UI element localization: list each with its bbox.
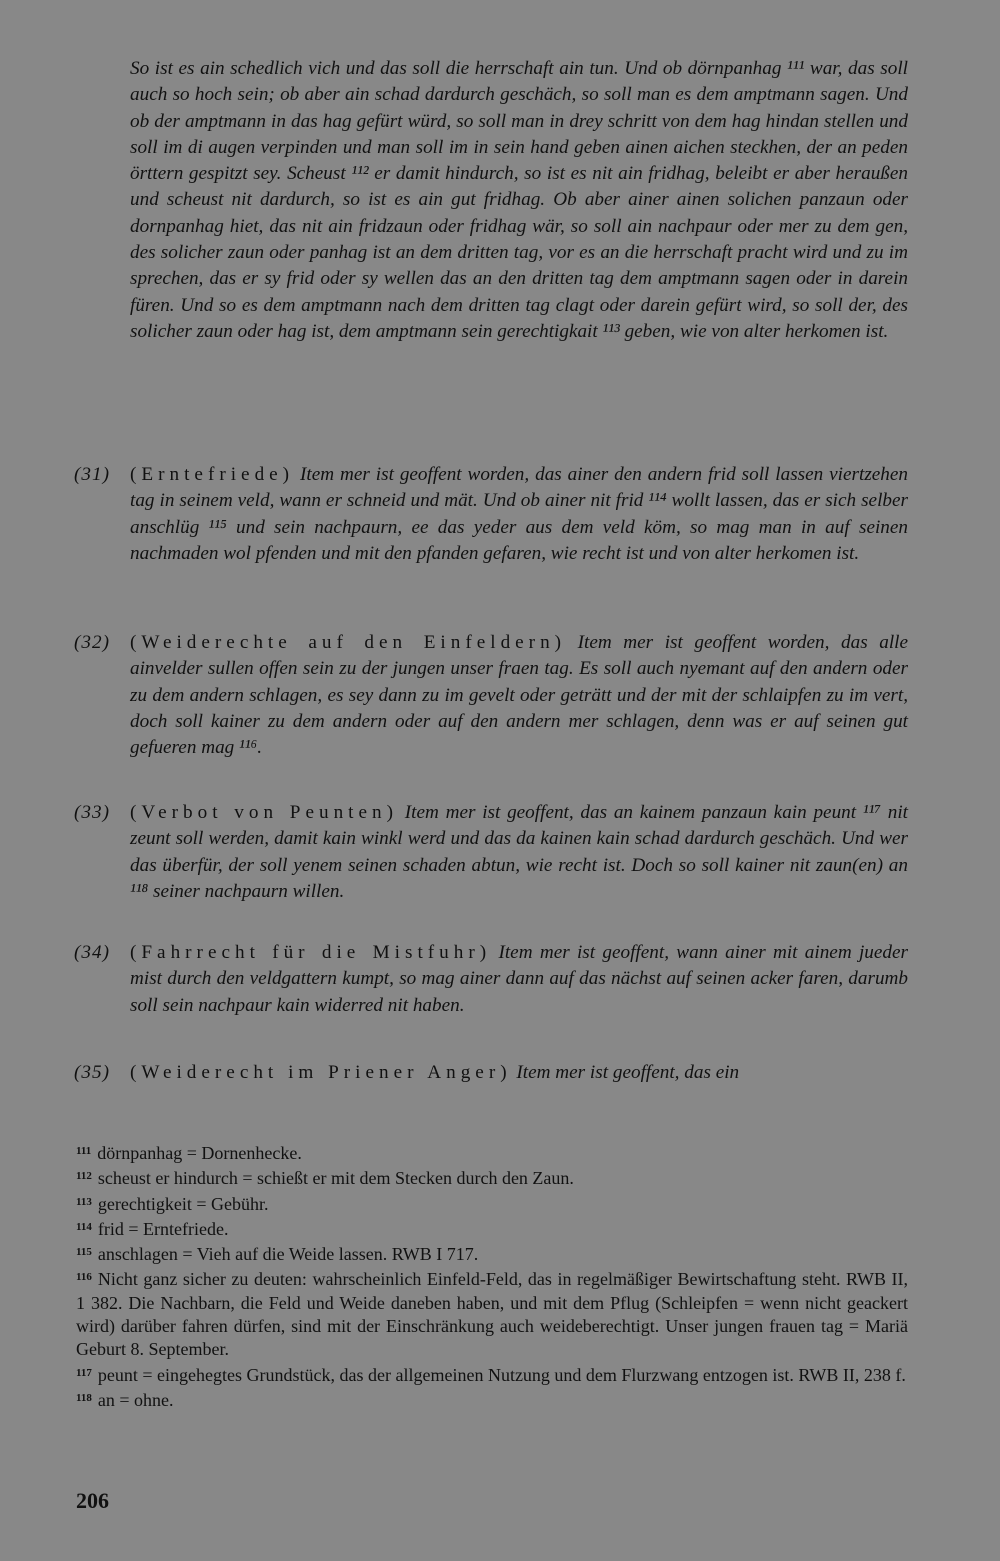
footnote-text: gerechtigkeit = Gebühr. — [97, 1193, 269, 1214]
section-text: Item mer ist geoffent, wann ainer mit ainem jueder mist durch den veldgattern kumpt, so mag ainer dann auf das nächst auf seinen acker faren, darumb soll sein nachpaur kain widerred nit haben. — [130, 942, 908, 1016]
footnote-text: an = ohne. — [97, 1389, 174, 1410]
footnote — [76, 1140, 908, 1165]
footnotes — [76, 1140, 908, 1412]
footnote-text: frid = Erntefriede. — [97, 1218, 229, 1239]
footnote — [76, 1266, 908, 1361]
footnote-text: anschlagen = Vieh auf die Weide lassen. RWB I 717. — [97, 1244, 479, 1265]
section-text: Item mer ist geoffent, das an kainem panzaun kain peunt ¹¹⁷ nit zeunt soll werden, damit kain winkl werd und das da kainen kain schad dardurch geschäch. Und wer das überfür, der soll yenem seinen schaden abtun, wie recht ist. Doch so soll kainer nit zaun(en) an ¹¹⁸ seiner nachpaurn willen. — [130, 802, 909, 902]
section-number: (35) — [74, 1062, 110, 1083]
footnote — [76, 1216, 908, 1241]
section-number: (32) — [74, 632, 110, 653]
footnote-number: 112 — [76, 1170, 92, 1183]
page-number: 206 — [76, 1488, 109, 1513]
footnote-number: 117 — [76, 1366, 92, 1379]
section-title: (Fahrrecht für die Mistfuhr) — [130, 942, 492, 963]
footnote — [76, 1387, 908, 1412]
section-text: Item mer ist geoffent, das ein — [516, 1062, 740, 1083]
footnote-number: 115 — [76, 1246, 92, 1259]
footnote-number: 116 — [76, 1271, 92, 1284]
footnote-text: scheust er hindurch = schießt er mit dem Stecken durch den Zaun. — [97, 1168, 574, 1189]
section-31 — [74, 462, 909, 567]
intro-paragraph: So ist es ain schedlich vich und das soll die herrschaft ain tun. Und ob dörnpanhag ¹¹¹ war, das soll auch so hoch sein; ob aber ain schad dardurch geschäch, so soll man es dem amptmann sagen. Und ob der amptmann in das hag gefürt würd, so soll man in drey schritt von dem hag hindan stellen und soll im di augen verpinden und man soll im in sein hand geben ainen aichen steckhen, der an peden örttern gespitzt sey. Scheust ¹¹² er damit hindurch, so ist es nit ain fridhag, beleibt er aber heraußen und scheust nit dardurch, so ist es ain gut fridhag. Ob aber ainer ainen solichen panzaun oder dornpanhag hiet, das nit ain fridzaun oder fridhag wär, so soll ain nachpaur oder mer zu dem gen, des solicher zaun oder panhag ist an dem dritten tag, vor es an die herrschaft pracht wird und zu im sprechen, das er sy frid oder sy wellen das an den dritten tag dem amptmann sagen oder in darein füren. Und so es dem amptmann nach dem dritten tag clagt oder darein gefürt wird, so soll der, des solicher zaun oder hag ist, dem amptmann sein gerechtigkait ¹¹³ geben, wie von alter herkomen ist. — [130, 58, 908, 342]
section-title: (Erntefriede) — [130, 464, 295, 485]
section-33 — [74, 800, 909, 905]
footnote — [76, 1191, 908, 1216]
footnote-number: 113 — [76, 1195, 92, 1208]
section-number: (31) — [74, 464, 110, 485]
footnote-text: dörnpanhag = Dornenhecke. — [97, 1143, 302, 1163]
section-title: (Weiderechte auf den Einfeldern) — [130, 632, 567, 653]
footnote-text: Nicht ganz sicher zu deuten: wahrscheinlich Einfeld-Feld, das in regelmäßiger Bewirtschaftung steht. RWB II, 1 382. Die Nachbarn, die Feld und Weide daneben haben, und mit dem Pflug (Schleipfen = wenn nicht geackert wird) darüber fahren dürfen, sind mit der Einschränkung auch weideberechtigt. Unser jungen frauen tag = Mariä Geburt 8. September. — [76, 1269, 908, 1360]
section-number: (33) — [74, 802, 110, 823]
section-34 — [74, 940, 908, 1019]
footnote-number: 114 — [76, 1220, 92, 1233]
section-32 — [74, 630, 908, 761]
section-text: Item mer ist geoffent worden, das ainer den andern frid soll lassen viertzehen tag in seinem veld, wann er schneid und mät. Und ob ainer nit frid ¹¹⁴ wollt lassen, das er sich selber anschlüg ¹¹⁵ und sein nachpaurn, ee das yeder aus dem veld köm, so mag man in auf seinen nachmaden wol pfenden und mit den pfanden gefaren, wie recht ist und von alter herkomen ist. — [130, 464, 909, 564]
footnote — [76, 1362, 908, 1387]
section-title: (Verbot von Peunten) — [130, 802, 399, 823]
section-title: (Weiderecht im Priener Anger) — [130, 1062, 512, 1083]
footnote — [76, 1241, 908, 1266]
section-text: Item mer ist geoffent worden, das alle ainvelder sullen offen sein zu der jungen unser fraen tag. Es soll auch nyemant auf den andern oder zu dem andern schlagen, es sey dann zu im gevelt oder geträtt und der mit der schlaipfen zu im vert, doch soll kainer zu dem andern oder auf den andern mer schlagen, denn was er auf seinen gut gefueren mag ¹¹⁶. — [130, 632, 908, 759]
section-35 — [74, 1060, 908, 1086]
footnote-number: 118 — [76, 1391, 92, 1404]
footnote-number: 111 — [76, 1145, 92, 1157]
footnote-text: peunt = eingehegtes Grundstück, das der allgemeinen Nutzung und dem Flurzwang entzogen ist. RWB II, 238 f. — [97, 1364, 906, 1385]
section-number: (34) — [74, 942, 110, 963]
footnote — [76, 1165, 908, 1190]
